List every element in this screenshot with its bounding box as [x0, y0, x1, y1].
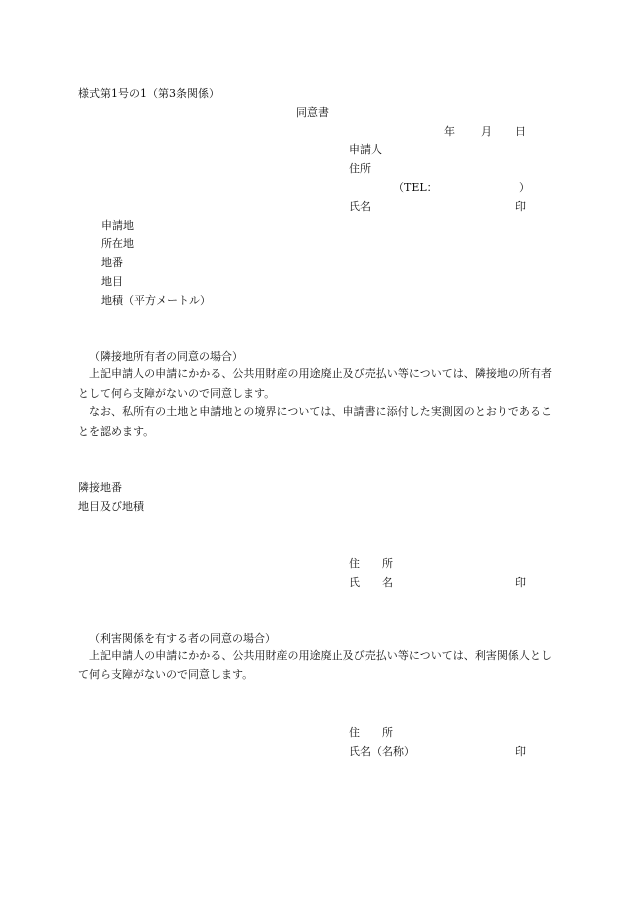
document-title: 同意書 [296, 106, 329, 119]
neighbor-address-label: 住 所 [349, 557, 393, 570]
applicant-heading: 申請人 [349, 143, 382, 156]
land-category-label: 地目 [101, 275, 123, 288]
land-area-label: 地積（平方メートル） [101, 294, 211, 307]
applicant-address-label: 住所 [349, 162, 371, 175]
neighbor-consent-paragraph-1: 上記申請人の申請にかかる、公共用財産の用途廃止及び売払い等については、隣接地の所有者として何ら支障がないので同意します。 [78, 367, 552, 400]
interest-consent-heading: （利害関係を有する者の同意の場合） [89, 632, 276, 645]
neighbor-consent-paragraph-2: なお、私所有の土地と申請地との境界については、申請書に添付した実測図のとおりであることを認めます。 [78, 405, 552, 438]
land-lot-label: 地番 [101, 256, 123, 269]
neighbor-category-area-label: 地目及び地積 [78, 500, 144, 513]
neighbor-lot-label: 隣接地番 [78, 481, 122, 494]
form-number: 様式第1号の1（第3条関係） [78, 87, 220, 100]
interest-address-label: 住 所 [349, 726, 393, 739]
date-day-label: 日 [515, 125, 526, 138]
neighbor-consent-heading: （隣接地所有者の同意の場合） [89, 350, 243, 363]
applicant-tel-close: ） [519, 181, 530, 194]
land-location-label: 所在地 [101, 237, 134, 250]
applicant-seal: 印 [515, 200, 526, 213]
interest-consent-paragraph: 上記申請人の申請にかかる、公共用財産の用途廃止及び売払い等については、利害関係人として何ら支障がないので同意します。 [78, 649, 552, 681]
interest-seal: 印 [515, 745, 526, 758]
neighbor-seal: 印 [515, 576, 526, 589]
date-month-label: 月 [481, 125, 492, 138]
applicant-name-label: 氏名 [349, 200, 371, 213]
neighbor-name-label: 氏 名 [349, 576, 393, 589]
land-heading: 申請地 [101, 219, 134, 232]
date-year-label: 年 [444, 125, 455, 138]
applicant-tel-open: （TEL： [393, 181, 438, 194]
interest-name-label: 氏名（名称） [349, 745, 415, 758]
